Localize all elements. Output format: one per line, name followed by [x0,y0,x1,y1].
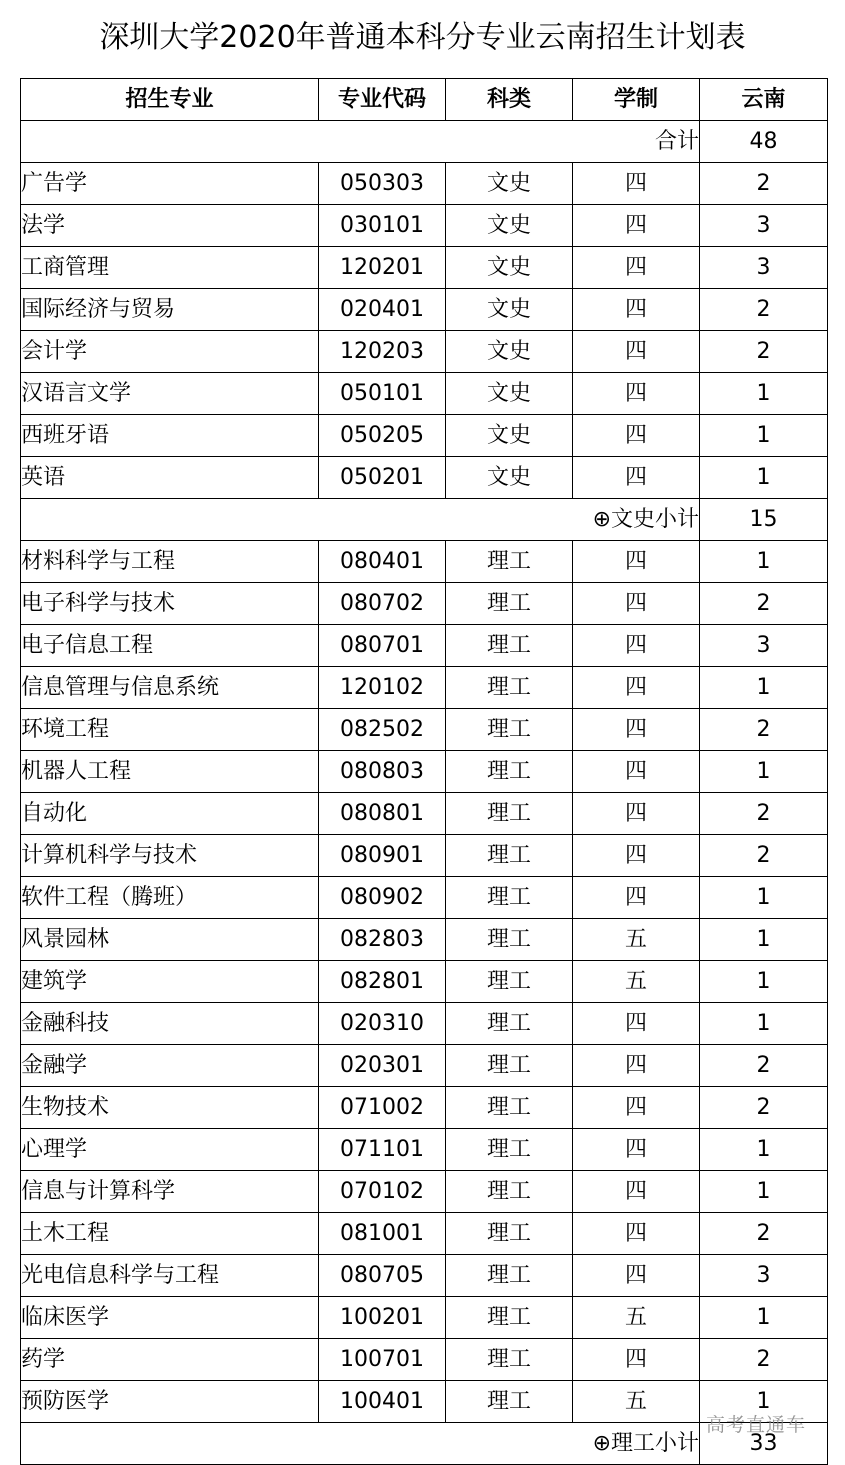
cell-count: 1 [700,667,828,709]
cell-count: 2 [700,709,828,751]
cell-category: 理工 [446,1045,573,1087]
cell-code: 050101 [319,373,446,415]
cell-major: 广告学 [21,163,319,205]
cell-code: 080803 [319,751,446,793]
cell-duration: 四 [573,709,700,751]
cell-major: 英语 [21,457,319,499]
cell-category: 理工 [446,1171,573,1213]
cell-category: 理工 [446,709,573,751]
arts-subtotal-label: ⊕文史小计 [21,499,700,541]
header-row [21,79,828,121]
cell-duration: 五 [573,919,700,961]
cell-category: 理工 [446,919,573,961]
table-row [21,1087,828,1129]
cell-category: 理工 [446,1213,573,1255]
cell-count: 1 [700,373,828,415]
header-category: 科类 [446,79,573,121]
table-row [21,163,828,205]
cell-code: 100201 [319,1297,446,1339]
cell-code: 081001 [319,1213,446,1255]
table-row [21,625,828,667]
table-row [21,1003,828,1045]
cell-category: 理工 [446,583,573,625]
cell-code: 050303 [319,163,446,205]
table-row [21,457,828,499]
table-row [21,961,828,1003]
cell-count: 1 [700,751,828,793]
cell-count: 2 [700,1339,828,1381]
arts-subtotal-row [21,499,828,541]
cell-duration: 四 [573,415,700,457]
cell-category: 理工 [446,1129,573,1171]
cell-duration: 五 [573,1297,700,1339]
cell-code: 080902 [319,877,446,919]
cell-major: 材料科学与工程 [21,541,319,583]
cell-duration: 四 [573,751,700,793]
table-row [21,751,828,793]
cell-major: 光电信息科学与工程 [21,1255,319,1297]
table-row [21,331,828,373]
cell-count: 1 [700,1171,828,1213]
table-row [21,709,828,751]
cell-category: 理工 [446,1381,573,1423]
header-province: 云南 [700,79,828,121]
cell-major: 风景园林 [21,919,319,961]
cell-code: 070102 [319,1171,446,1213]
cell-count: 2 [700,289,828,331]
cell-duration: 四 [573,1255,700,1297]
cell-category: 理工 [446,625,573,667]
cell-code: 050201 [319,457,446,499]
cell-duration: 四 [573,373,700,415]
cell-code: 020310 [319,1003,446,1045]
cell-count: 2 [700,1045,828,1087]
cell-code: 120102 [319,667,446,709]
cell-code: 080702 [319,583,446,625]
cell-code: 100401 [319,1381,446,1423]
cell-major: 金融学 [21,1045,319,1087]
cell-category: 文史 [446,247,573,289]
cell-count: 2 [700,583,828,625]
cell-category: 理工 [446,1297,573,1339]
cell-major: 电子科学与技术 [21,583,319,625]
cell-major: 计算机科学与技术 [21,835,319,877]
cell-code: 120201 [319,247,446,289]
cell-code: 030101 [319,205,446,247]
cell-duration: 四 [573,1129,700,1171]
cell-category: 理工 [446,667,573,709]
cell-major: 金融科技 [21,1003,319,1045]
cell-major: 法学 [21,205,319,247]
table-row [21,1045,828,1087]
cell-major: 工商管理 [21,247,319,289]
cell-count: 2 [700,331,828,373]
header-major: 招生专业 [21,79,319,121]
cell-count: 3 [700,205,828,247]
total-value: 48 [700,121,828,163]
cell-duration: 四 [573,1171,700,1213]
cell-category: 文史 [446,415,573,457]
cell-code: 080901 [319,835,446,877]
table-row [21,877,828,919]
cell-code: 080801 [319,793,446,835]
cell-count: 1 [700,457,828,499]
table-row [21,373,828,415]
cell-count: 2 [700,163,828,205]
header-duration: 学制 [573,79,700,121]
table-row [21,793,828,835]
table-row [21,205,828,247]
cell-count: 3 [700,625,828,667]
table-row [21,541,828,583]
cell-code: 100701 [319,1339,446,1381]
cell-major: 自动化 [21,793,319,835]
cell-major: 药学 [21,1339,319,1381]
cell-duration: 四 [573,793,700,835]
cell-major: 信息与计算科学 [21,1171,319,1213]
cell-major: 国际经济与贸易 [21,289,319,331]
cell-category: 文史 [446,289,573,331]
cell-code: 082801 [319,961,446,1003]
table-row [21,1171,828,1213]
cell-code: 071002 [319,1087,446,1129]
table-row [21,583,828,625]
cell-category: 文史 [446,457,573,499]
cell-category: 理工 [446,793,573,835]
cell-duration: 四 [573,1339,700,1381]
cell-category: 理工 [446,835,573,877]
table-row [21,835,828,877]
cell-major: 建筑学 [21,961,319,1003]
cell-category: 理工 [446,541,573,583]
cell-count: 1 [700,877,828,919]
cell-code: 071101 [319,1129,446,1171]
cell-duration: 四 [573,667,700,709]
cell-code: 080401 [319,541,446,583]
cell-major: 心理学 [21,1129,319,1171]
table-row [21,1129,828,1171]
cell-duration: 四 [573,1045,700,1087]
table-row [21,1297,828,1339]
cell-duration: 四 [573,541,700,583]
total-label: 合计 [21,121,700,163]
cell-count: 2 [700,835,828,877]
cell-duration: 四 [573,877,700,919]
cell-code: 050205 [319,415,446,457]
cell-category: 理工 [446,961,573,1003]
science-subtotal-label: ⊕理工小计 [21,1423,700,1465]
watermark: 高考直通车 [706,1414,807,1436]
table-row [21,289,828,331]
cell-category: 文史 [446,163,573,205]
cell-count: 3 [700,247,828,289]
cell-code: 080705 [319,1255,446,1297]
cell-duration: 四 [573,583,700,625]
cell-category: 理工 [446,751,573,793]
cell-major: 西班牙语 [21,415,319,457]
cell-duration: 四 [573,289,700,331]
cell-duration: 四 [573,1087,700,1129]
cell-count: 1 [700,541,828,583]
table-row [21,1213,828,1255]
cell-code: 020401 [319,289,446,331]
cell-duration: 五 [573,961,700,1003]
cell-count: 1 [700,1129,828,1171]
enrollment-plan-table [20,78,828,1465]
cell-duration: 四 [573,457,700,499]
cell-count: 1 [700,1381,828,1423]
cell-code: 020301 [319,1045,446,1087]
header-code: 专业代码 [319,79,446,121]
table-row [21,247,828,289]
cell-count: 2 [700,793,828,835]
cell-count: 3 [700,1255,828,1297]
page-title: 深圳大学2020年普通本科分专业云南招生计划表 [99,20,746,55]
cell-major: 土木工程 [21,1213,319,1255]
cell-duration: 四 [573,331,700,373]
cell-duration: 四 [573,835,700,877]
total-row [21,121,828,163]
cell-category: 理工 [446,1255,573,1297]
cell-duration: 四 [573,625,700,667]
cell-major: 电子信息工程 [21,625,319,667]
cell-count: 1 [700,1003,828,1045]
cell-category: 理工 [446,1003,573,1045]
cell-category: 理工 [446,1087,573,1129]
table-row [21,1255,828,1297]
cell-count: 1 [700,961,828,1003]
cell-count: 2 [700,1213,828,1255]
cell-major: 机器人工程 [21,751,319,793]
cell-code: 120203 [319,331,446,373]
cell-duration: 四 [573,1213,700,1255]
table-row [21,1339,828,1381]
cell-count: 1 [700,415,828,457]
arts-subtotal-value: 15 [700,499,828,541]
cell-code: 082502 [319,709,446,751]
cell-major: 汉语言文学 [21,373,319,415]
cell-duration: 四 [573,205,700,247]
cell-count: 2 [700,1087,828,1129]
cell-category: 理工 [446,877,573,919]
cell-major: 生物技术 [21,1087,319,1129]
cell-duration: 五 [573,1381,700,1423]
cell-category: 文史 [446,205,573,247]
table-row [21,415,828,457]
cell-major: 环境工程 [21,709,319,751]
cell-count: 1 [700,919,828,961]
cell-duration: 四 [573,1003,700,1045]
cell-duration: 四 [573,247,700,289]
cell-count: 1 [700,1297,828,1339]
cell-major: 预防医学 [21,1381,319,1423]
cell-category: 文史 [446,331,573,373]
cell-duration: 四 [573,163,700,205]
cell-major: 软件工程（腾班） [21,877,319,919]
cell-category: 理工 [446,1339,573,1381]
cell-code: 080701 [319,625,446,667]
cell-major: 会计学 [21,331,319,373]
cell-category: 文史 [446,373,573,415]
science-subtotal-value: 33 [700,1423,828,1465]
cell-major: 信息管理与信息系统 [21,667,319,709]
table-row [21,919,828,961]
cell-code: 082803 [319,919,446,961]
table-row [21,667,828,709]
cell-major: 临床医学 [21,1297,319,1339]
